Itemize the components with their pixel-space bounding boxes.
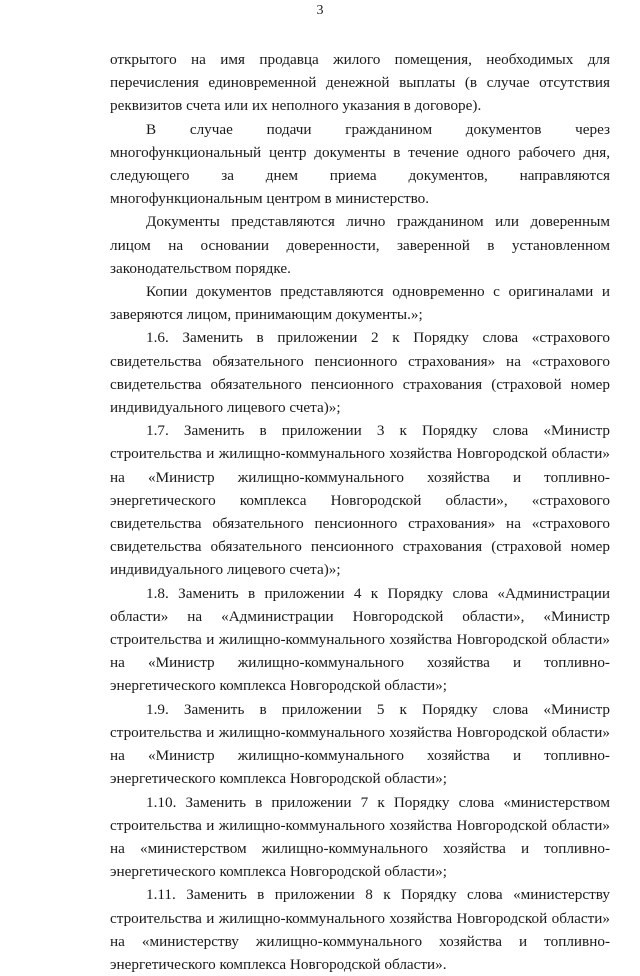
paragraph-item-1-6: 1.6. Заменить в приложении 2 к Порядку слова «страхового свидетельства обязательного пенсионного страхования» на «страхового свидетельства обязательного пенсионного страхования (страховой номер индивидуального лицевого счета)»;: [110, 329, 610, 417]
paragraph-document-copies: Копии документов представляются одновременно с оригиналами и заверяются лицом, принимающим документы.»;: [110, 283, 610, 324]
paragraph-item-1-7: 1.7. Заменить в приложении 3 к Порядку слова «Министр строительства и жилищно-коммунального хозяйства Новгородской области» на «Министр жилищно-коммунального хозяйства и топливно-энергетического комплекса Новгородской области», «страхового свидетельства обязательного пенсионного страхования» на «страхового свидетельства обязательного пенсионного страхования (страховой номер индивидуального лицевого счета)»;: [110, 422, 610, 579]
paragraph-documents-submission: Документы представляются лично гражданином или доверенным лицом на основании доверенности, заверенной в установленном законодательством порядке.: [110, 213, 610, 277]
paragraph-item-1-9: 1.9. Заменить в приложении 5 к Порядку слова «Министр строительства и жилищно-коммунального хозяйства Новгородской области» на «Министр жилищно-коммунального хозяйства и топливно-энергетического комплекса Новгородской области»;: [110, 700, 610, 788]
paragraph-mfc-submission: В случае подачи гражданином документов через многофункциональный центр документы в течение одного рабочего дня, следующего за днем приема документов, направляются многофункциональным центром в министерство.: [110, 120, 610, 208]
paragraph-item-1-11: 1.11. Заменить в приложении 8 к Порядку слова «министерству строительства и жилищно-коммунального хозяйства Новгородской области» на «министерству жилищно-коммунального хозяйства и топливно-энергетического комплекса Новгородской области».: [110, 886, 610, 973]
document-body: [110, 48, 610, 976]
paragraph-item-1-10: 1.10. Заменить в приложении 7 к Порядку слова «министерством строительства и жилищно-коммунального хозяйства Новгородской области» на «министерством жилищно-коммунального хозяйства и топливно-энергетического комплекса Новгородской области»;: [110, 793, 610, 881]
page-number: 3: [316, 3, 324, 18]
paragraph-item-1-8: 1.8. Заменить в приложении 4 к Порядку слова «Администрации области» на «Администрации Новгородской области», «Министр строительства и жилищно-коммунального хозяйства Новгородской области» на «Министр жилищно-коммунального хозяйства и топливно-энергетического комплекса Новгородской области»;: [110, 584, 610, 695]
paragraph-bank-details: открытого на имя продавца жилого помещения, необходимых для перечисления единовременной денежной выплаты (в случае отсутствия реквизитов счета или их неполного указания в договоре).: [110, 51, 610, 115]
